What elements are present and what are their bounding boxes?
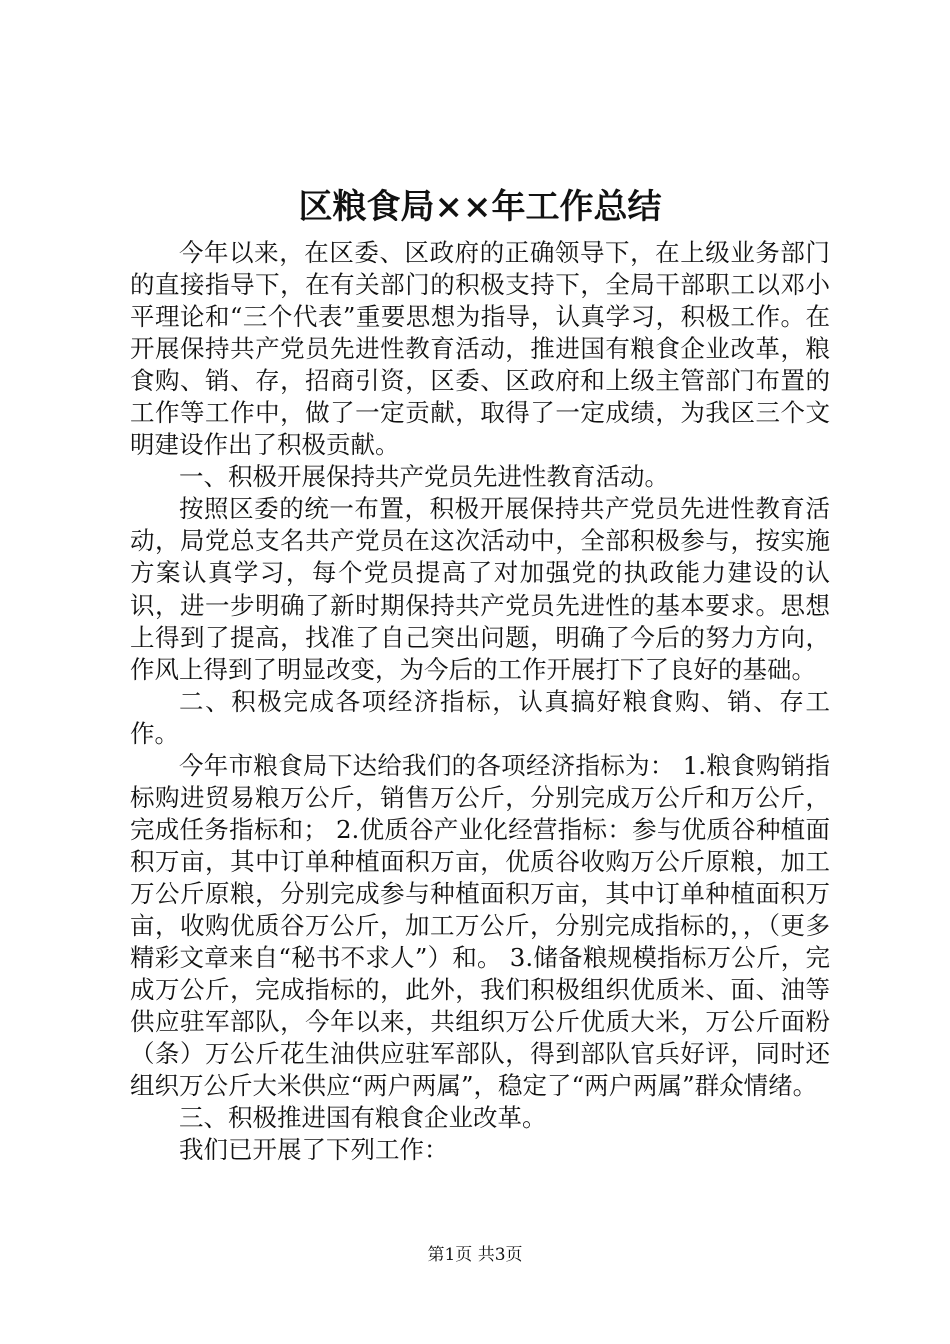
paragraph-section-1: 按照区委的统一布置，积极开展保持共产党员先进性教育活动，局党总支名共产党员在这次活动中，全部积极参与，按实施方案认真学习，每个党员提高了对加强党的执政能力建设的认识，进一步明确了新时期保持共产党员先进性的基本要求。思想上得到了提高，找准了自己突出问题，明确了今后的努力方向，作风上得到了明显改变，为今后的工作开展打下了良好的基础。 [130, 494, 830, 684]
section-heading-2: 二、积极完成各项经济指标，认真搞好粮食购、销、存工作。 [130, 686, 830, 748]
paragraph-section-2: 今年市粮食局下达给我们的各项经济指标为： 1.粮食购销指标购进贸易粮万公斤，销售万公斤，分别完成万公斤和万公斤，完成任务指标和； 2.优质谷产业化经营指标：参与优质谷种植面积万亩，其中订单种植面积万亩，优质谷收购万公斤原粮，加工万公斤原粮，分别完成参与种植面积万亩，其中订单种植面积万亩，收购优质谷万公斤，加工万公斤，分别完成指标的，，（更多精彩文章来自“秘书不求人”）和。 3.储备粮规模指标万公斤，完成万公斤，完成指标的，此外，我们积极组织优质米、面、油等供应驻军部队，今年以来，共组织万公斤优质大米，万公斤面粉（条）万公斤花生油供应驻军部队，得到部队官兵好评，同时还组织万公斤大米供应“两户两属”，稳定了“两户两属”群众情绪。 [130, 750, 830, 1101]
paragraph-intro: 今年以来，在区委、区政府的正确领导下，在上级业务部门的直接指导下，在有关部门的积极支持下，全局干部职工以邓小平理论和“三个代表”重要思想为指导，认真学习，积极工作。在开展保持共产党员先进性教育活动，推进国有粮食企业改革，粮食购、销、存，招商引资，区委、区政府和上级主管部门布置的工作等工作中，做了一定贡献，取得了一定成绩，为我区三个文明建设作出了积极贡献。 [130, 238, 830, 460]
page-number-footer: 第1页 共3页 [427, 1245, 523, 1265]
paragraph-section-3: 我们已开展了下列工作： [179, 1135, 449, 1165]
document-title: 区粮食局××年工作总结 [298, 187, 662, 227]
section-heading-3: 三、积极推进国有粮食企业改革。 [179, 1103, 547, 1133]
document-body [130, 237, 830, 1166]
section-heading-1: 一、积极开展保持共产党员先进性教育活动。 [179, 462, 669, 492]
